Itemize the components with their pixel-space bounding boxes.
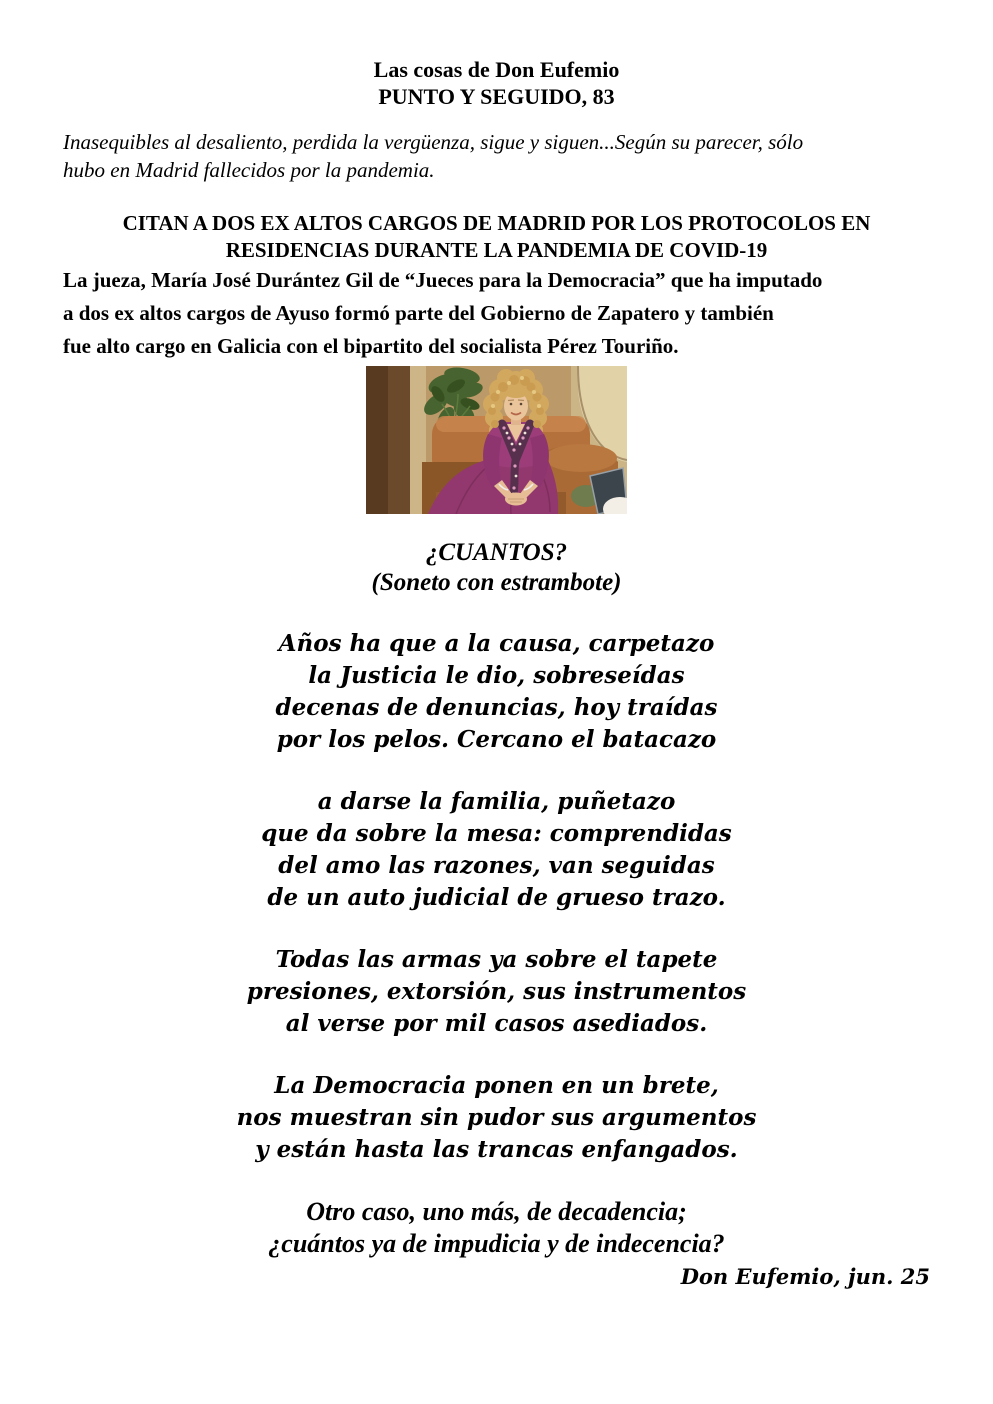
intro-paragraph	[63, 128, 930, 184]
news-headline	[63, 210, 930, 264]
article-photo	[366, 366, 627, 514]
poem-title: ¿CUANTOS?	[425, 539, 568, 566]
poem-stanza	[63, 628, 930, 756]
poem-line: a darse la familia, puñetazo	[317, 788, 676, 815]
lead-line: fue alto cargo en Galicia con el bipartito del socialista Pérez Touriño.	[63, 334, 679, 358]
news-headline-line: RESIDENCIAS DURANTE LA PANDEMIA DE COVID-19	[225, 238, 768, 262]
poem-line: y están hasta las trancas enfangados.	[255, 1136, 738, 1163]
poem-line: Todas las armas ya sobre el tapete	[275, 946, 718, 973]
poem-stanzas	[63, 628, 930, 1260]
poem-line: Años ha que a la causa, carpetazo	[278, 630, 715, 657]
poem-line: la Justicia le dio, sobreseídas	[308, 662, 685, 689]
poem-stanza	[63, 1070, 930, 1166]
poem-line: al verse por mil casos asediados.	[285, 1010, 708, 1037]
lead-line: a dos ex altos cargos de Ayuso formó parte del Gobierno de Zapatero y también	[63, 301, 774, 325]
poem-line: que da sobre la mesa: comprendidas	[261, 820, 732, 847]
poem-stanza	[63, 786, 930, 914]
poem-line: ¿cuántos ya de impudicia y de indecencia?	[268, 1229, 725, 1258]
poem-line: por los pelos. Cercano el batacazo	[276, 726, 717, 753]
poem	[63, 538, 930, 1260]
poem-subtitle: (Soneto con estrambote)	[371, 569, 622, 596]
poem-signature: Don Eufemio, jun. 25	[680, 1264, 930, 1289]
poem-line: de un auto judicial de grueso trazo.	[267, 884, 726, 911]
document-title-line: Las cosas de Don Eufemio	[373, 57, 620, 82]
poem-line: nos muestran sin pudor sus argumentos	[236, 1104, 757, 1131]
news-headline-line: CITAN A DOS EX ALTOS CARGOS DE MADRID POR LOS PROTOCOLOS EN	[122, 211, 871, 235]
lead-paragraph	[63, 264, 930, 363]
poem-line: Otro caso, uno más, de decadencia;	[306, 1197, 687, 1226]
document-title-line: PUNTO Y SEGUIDO, 83	[378, 84, 615, 109]
poem-line: La Democracia ponen en un brete,	[274, 1072, 719, 1099]
lead-line: La jueza, María José Durántez Gil de “Jueces para la Democracia” que ha imputado	[63, 268, 823, 292]
poem-stanza	[63, 1196, 930, 1260]
poem-stanza	[63, 944, 930, 1040]
intro-line: hubo en Madrid fallecidos por la pandemia.	[63, 158, 435, 182]
poem-heading	[63, 538, 930, 598]
document-title	[63, 56, 930, 110]
poem-line: del amo las razones, van seguidas	[278, 852, 715, 879]
intro-line: Inasequibles al desaliento, perdida la vergüenza, sigue y siguen...Según su parecer, sólo	[63, 130, 804, 154]
poem-line: presiones, extorsión, sus instrumentos	[246, 978, 747, 1005]
poem-line: decenas de denuncias, hoy traídas	[275, 694, 718, 721]
photo-illustration	[366, 366, 627, 514]
